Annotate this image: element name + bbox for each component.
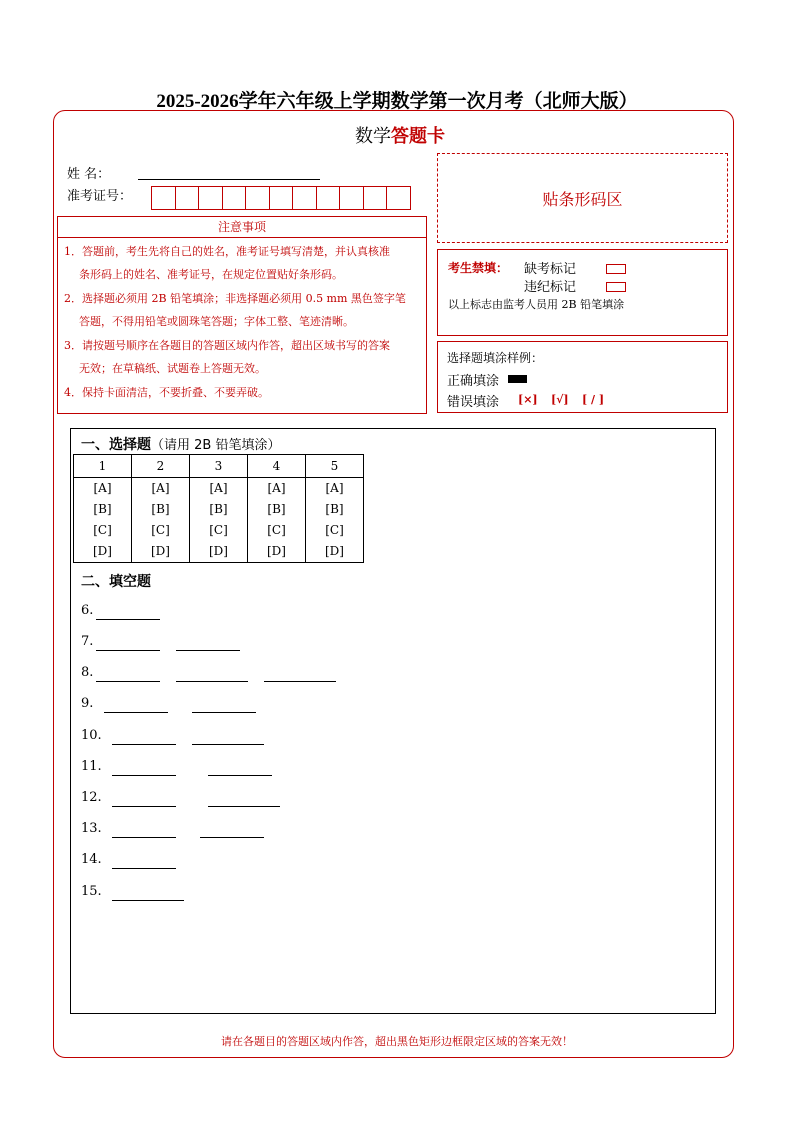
section1-note: （请用 2B 铅笔填涂） — [151, 438, 281, 453]
correct-fill-label: 正确填涂 — [447, 374, 500, 389]
exam-number-field[interactable] — [151, 186, 411, 210]
question-number: 4 — [248, 455, 306, 478]
notice-item — [64, 287, 424, 333]
fill-row-8 — [81, 665, 93, 680]
option-b[interactable]: [B] — [325, 502, 344, 516]
exam-number-cell[interactable] — [175, 186, 200, 210]
sample-box — [437, 341, 728, 413]
exam-number-cell[interactable] — [339, 186, 364, 210]
option-column — [132, 478, 190, 563]
name-field[interactable] — [138, 178, 320, 180]
answer-blank[interactable] — [112, 836, 176, 838]
exam-number-cell[interactable] — [316, 186, 341, 210]
answer-blank[interactable] — [112, 774, 176, 776]
name-label: 姓 名： — [67, 167, 111, 182]
fill-row-15 — [81, 884, 102, 899]
answer-blank[interactable] — [192, 743, 264, 745]
notice-line: 3．请按题号顺序在各题目的答题区域内作答，超出区域书写的答案 — [64, 339, 390, 352]
option-c[interactable]: [C] — [325, 523, 344, 537]
answer-blank[interactable] — [96, 680, 160, 682]
correct-fill-sample — [508, 375, 527, 383]
question-label: 7. — [81, 634, 94, 649]
notice-line: 无效；在草稿纸、试题卷上答题无效。 — [79, 362, 266, 375]
fill-row-7 — [81, 634, 93, 649]
option-a[interactable]: [A] — [151, 481, 170, 495]
sample-title: 选择题填涂样例： — [447, 351, 544, 365]
question-label: 12. — [81, 790, 102, 805]
fill-row-6 — [81, 603, 93, 618]
option-b[interactable]: [B] — [267, 502, 286, 516]
exam-number-cell[interactable] — [363, 186, 388, 210]
choice-table — [73, 454, 364, 563]
fill-row-12 — [81, 790, 102, 805]
question-label: 14. — [81, 852, 102, 867]
forbid-label: 考生禁填： — [448, 261, 509, 275]
answer-blank[interactable] — [200, 836, 264, 838]
footer-note: 请在各题目的答题区域内作答，超出黑色矩形边框限定区域的答案无效！ — [221, 1035, 573, 1048]
wrong-mark-slash: [ / ] — [582, 393, 605, 406]
exam-number-cell[interactable] — [292, 186, 317, 210]
exam-number-cell[interactable] — [269, 186, 294, 210]
section1-heading — [81, 434, 280, 454]
question-label: 11. — [81, 759, 102, 774]
option-column — [248, 478, 306, 563]
answer-blank[interactable] — [208, 805, 280, 807]
notice-line: 答题，不得用铅笔或圆珠笔答题；字体工整、笔迹清晰。 — [79, 315, 354, 328]
option-c[interactable]: [C] — [209, 523, 228, 537]
answer-blank[interactable] — [96, 649, 160, 651]
question-label: 9. — [81, 696, 94, 711]
answer-blank[interactable] — [104, 711, 168, 713]
option-b[interactable]: [B] — [151, 502, 170, 516]
violation-mark-label: 违纪标记 — [524, 280, 577, 295]
answer-blank[interactable] — [176, 649, 240, 651]
fill-row-14 — [81, 852, 102, 867]
option-a[interactable]: [A] — [267, 481, 286, 495]
option-d[interactable]: [D] — [209, 544, 228, 558]
answer-blank[interactable] — [96, 618, 160, 620]
question-number: 2 — [132, 455, 190, 478]
forbid-note: 以上标志由监考人员用 2B 铅笔填涂 — [448, 298, 625, 311]
section2-title: 二、填空题 — [81, 574, 151, 590]
answer-blank[interactable] — [264, 680, 336, 682]
answer-blank[interactable] — [112, 867, 176, 869]
answer-blank[interactable] — [112, 805, 176, 807]
notice-item — [64, 334, 424, 380]
wrong-mark-check: [√] — [551, 393, 569, 406]
option-d[interactable]: [D] — [93, 544, 112, 558]
exam-number-cell[interactable] — [151, 186, 176, 210]
question-label: 8. — [81, 665, 94, 680]
violation-mark-box[interactable] — [606, 276, 626, 295]
notice-title: 注意事项 — [58, 217, 426, 238]
option-column — [190, 478, 248, 563]
option-a[interactable]: [A] — [325, 481, 344, 495]
fill-row-9 — [81, 696, 93, 711]
fill-row-11 — [81, 759, 102, 774]
answer-blank[interactable] — [176, 680, 248, 682]
exam-number-cell[interactable] — [386, 186, 411, 210]
notice-item — [64, 240, 424, 286]
notice-line: 1．答题前，考生先将自己的姓名，准考证号填写清楚，并认真核准 — [64, 245, 390, 258]
question-label: 13. — [81, 821, 102, 836]
notice-item — [64, 381, 424, 404]
answer-blank[interactable] — [112, 899, 184, 901]
option-c[interactable]: [C] — [267, 523, 286, 537]
question-label: 6. — [81, 603, 94, 618]
card-title-subject: 数学 — [355, 126, 391, 147]
question-label: 10. — [81, 728, 102, 743]
notice-line: 4．保持卡面清洁，不要折叠、不要弄破。 — [64, 386, 269, 399]
wrong-mark-x: [×] — [518, 393, 538, 406]
answer-blank[interactable] — [112, 743, 176, 745]
absent-mark-box[interactable] — [606, 258, 626, 277]
question-number: 3 — [190, 455, 248, 478]
option-c[interactable]: [C] — [151, 523, 170, 537]
option-column — [74, 478, 132, 563]
option-d[interactable]: [D] — [151, 544, 170, 558]
document-title: 2025-2026学年六年级上学期数学第一次月考（北师大版） — [156, 91, 638, 112]
card-title — [300, 122, 500, 148]
option-a[interactable]: [A] — [93, 481, 112, 495]
option-d[interactable]: [D] — [267, 544, 286, 558]
option-b[interactable]: [B] — [209, 502, 228, 516]
fill-row-10 — [81, 728, 102, 743]
notice-line: 条形码上的姓名、准考证号，在规定位置贴好条形码。 — [79, 268, 343, 281]
question-number: 5 — [306, 455, 364, 478]
option-d[interactable]: [D] — [325, 544, 344, 558]
exam-number-cell[interactable] — [222, 186, 247, 210]
option-b[interactable]: [B] — [93, 502, 112, 516]
card-title-card: 答题卡 — [391, 126, 445, 147]
exam-number-cell[interactable] — [198, 186, 223, 210]
answer-blank[interactable] — [192, 711, 256, 713]
answer-blank[interactable] — [208, 774, 272, 776]
absent-mark-label: 缺考标记 — [524, 262, 577, 277]
barcode-area — [437, 153, 728, 243]
notice-line: 2．选择题必须用 2B 铅笔填涂；非选择题必须用 0.5 mm 黑色签字笔 — [64, 292, 406, 305]
exam-number-label: 准考证号： — [67, 189, 133, 204]
option-c[interactable]: [C] — [93, 523, 112, 537]
option-column — [306, 478, 364, 563]
barcode-label: 贴条形码区 — [542, 189, 623, 209]
wrong-fill-label: 错误填涂 — [447, 395, 500, 410]
option-a[interactable]: [A] — [209, 481, 228, 495]
forbid-box — [437, 249, 728, 336]
question-number: 1 — [74, 455, 132, 478]
notice-box — [57, 216, 427, 414]
exam-number-cell[interactable] — [245, 186, 270, 210]
section1-title: 一、选择题 — [81, 437, 151, 453]
fill-row-13 — [81, 821, 102, 836]
question-label: 15. — [81, 884, 102, 899]
